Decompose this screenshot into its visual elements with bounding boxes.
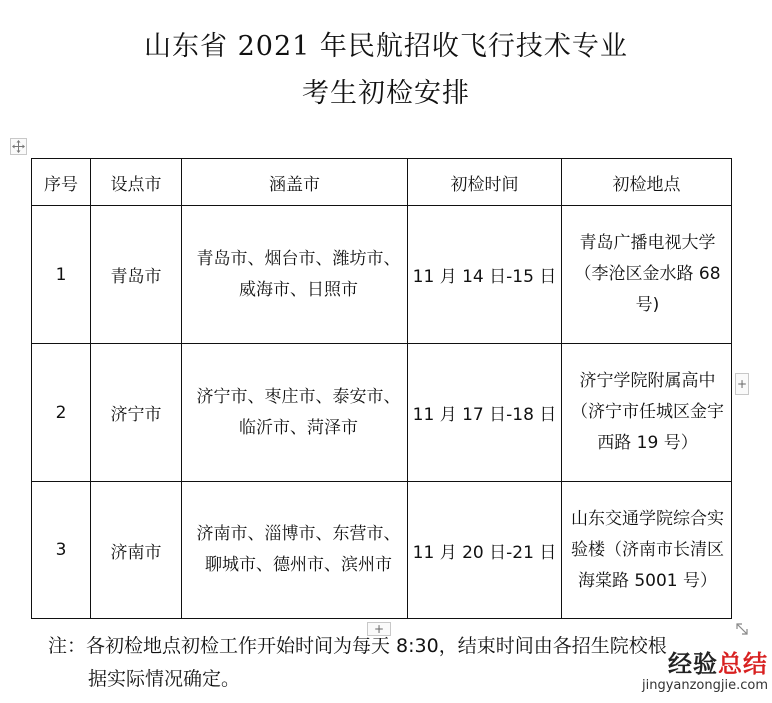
header-no: 序号 xyxy=(32,159,91,206)
covered-cities-line1: 济南市、淄博市、东营市、 xyxy=(196,524,401,544)
row-exam-time: 11 月 14 日-15 日 xyxy=(408,206,562,344)
row-city: 青岛市 xyxy=(91,206,182,344)
footnote-line2: 据实际情况确定。 xyxy=(88,668,241,690)
site-watermark-logo xyxy=(590,650,768,694)
watermark-title-part2: 总结 xyxy=(718,650,768,678)
row-covered-cities xyxy=(182,344,408,482)
table-header-row xyxy=(32,159,732,206)
covered-cities-line2: 威海市、日照市 xyxy=(239,279,358,300)
table-resize-handle-icon[interactable] xyxy=(734,621,750,637)
covered-cities-line2: 聊城市、德州市、滨州市 xyxy=(205,555,392,575)
add-row-plus-icon[interactable]: + xyxy=(367,622,391,636)
watermark-title xyxy=(590,650,768,678)
table-row xyxy=(32,206,732,344)
covered-cities-line1: 济宁市、枣庄市、泰安市、 xyxy=(196,386,401,407)
row-exam-location: 济宁学院附属高中（济宁市任城区金宇西路 19 号） xyxy=(562,344,732,482)
exam-schedule-table xyxy=(31,158,732,619)
table-move-handle-icon[interactable] xyxy=(10,138,27,155)
header-exam-location: 初检地点 xyxy=(562,159,732,206)
footnote xyxy=(48,630,667,696)
row-covered-cities xyxy=(182,482,408,619)
covered-cities-line1: 青岛市、烟台市、潍坊市、 xyxy=(196,248,401,269)
row-no: 3 xyxy=(32,482,91,619)
row-city: 济宁市 xyxy=(91,344,182,482)
header-exam-time: 初检时间 xyxy=(408,159,562,206)
row-city: 济南市 xyxy=(91,482,182,619)
row-exam-time: 11 月 20 日-21 日 xyxy=(408,482,562,619)
row-no: 1 xyxy=(32,206,91,344)
document-title-line1: 山东省 2021 年民航招收飞行技术专业 xyxy=(144,31,628,62)
row-covered-cities xyxy=(182,206,408,344)
header-covered-cities: 涵盖市 xyxy=(182,159,408,206)
footnote-line1: 注：各初检地点初检工作开始时间为每天 8:30，结束时间由各招生院校根 xyxy=(48,635,667,657)
header-city: 设点市 xyxy=(91,159,182,206)
row-exam-time: 11 月 17 日-18 日 xyxy=(408,344,562,482)
row-exam-location: 山东交通学院综合实验楼（济南市长清区海棠路 5001 号） xyxy=(562,482,732,619)
row-no: 2 xyxy=(32,344,91,482)
add-column-plus-icon[interactable]: + xyxy=(735,373,749,395)
watermark-url: jingyanzongjie.com xyxy=(641,678,768,693)
table-row xyxy=(32,344,732,482)
watermark-title-part1: 经验 xyxy=(668,650,718,678)
row-exam-location: 青岛广播电视大学（李沧区金水路 68 号) xyxy=(562,206,732,344)
covered-cities-line2: 临沂市、菏泽市 xyxy=(239,417,358,438)
document-title-line2: 考生初检安排 xyxy=(302,78,470,109)
table-row xyxy=(32,482,732,619)
